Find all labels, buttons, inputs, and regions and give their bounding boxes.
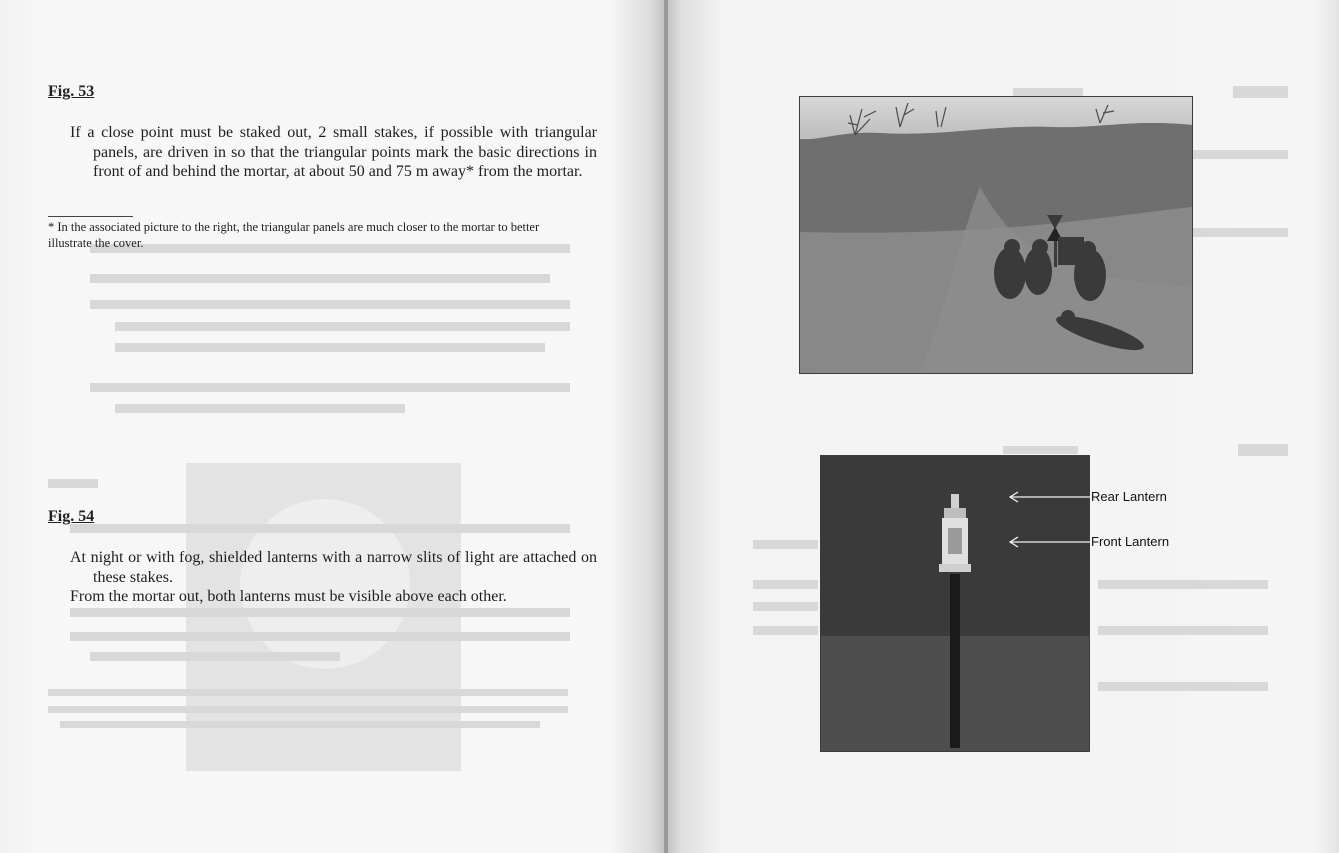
bleed-through-line bbox=[753, 602, 818, 611]
bleed-through-line bbox=[90, 383, 570, 392]
bleed-through-line bbox=[48, 689, 568, 696]
bleed-through-line bbox=[115, 322, 570, 331]
bleed-through-line bbox=[753, 580, 818, 589]
bleed-through-line bbox=[1193, 150, 1288, 159]
bleed-through-line bbox=[1003, 446, 1078, 454]
bleed-through-line bbox=[90, 652, 340, 661]
bleed-through-line bbox=[1233, 86, 1288, 98]
mortar-crew-photo bbox=[799, 96, 1193, 374]
bleed-through-line bbox=[90, 274, 550, 283]
fig-53-paragraph: If a close point must be staked out, 2 small stakes, if possible with triangular panels, are driven in so that the triangular points mark the basic directions in front of and behind the mortar, at about 50 and 75 m away* from the mortar. bbox=[70, 124, 597, 180]
fig-53-title: Fig. 53 bbox=[48, 83, 95, 100]
bleed-through-line bbox=[60, 721, 540, 728]
bleed-through-line bbox=[115, 343, 545, 352]
bleed-through-line bbox=[48, 706, 568, 713]
rear-lantern-label: Rear Lantern bbox=[1091, 489, 1167, 504]
bleed-through-line bbox=[48, 479, 98, 488]
bleed-through-line bbox=[1238, 444, 1288, 456]
bleed-through-line bbox=[70, 632, 570, 641]
fig-53-footnote: * In the associated picture to the right, the triangular panels are much closer to the mortar to better illustrate the cover. bbox=[48, 220, 540, 250]
bleed-through-line bbox=[1098, 580, 1268, 589]
photo-mortar-crew-icon bbox=[800, 97, 1192, 373]
bleed-through-line bbox=[70, 608, 570, 617]
fig-54-title: Fig. 54 bbox=[48, 508, 95, 525]
footnote-rule bbox=[48, 216, 133, 217]
front-lantern-label: Front Lantern bbox=[1091, 534, 1170, 549]
bleed-through-line bbox=[1193, 228, 1288, 237]
fig-54-paragraph-1: At night or with fog, shielded lanterns with a narrow slits of light are attached on these stakes. bbox=[70, 549, 597, 586]
fig-54-paragraph-2: From the mortar out, both lanterns must be visible above each other. bbox=[70, 588, 507, 605]
bleed-through-line bbox=[90, 300, 570, 309]
bleed-through-line bbox=[115, 404, 405, 413]
bleed-through-line bbox=[70, 524, 570, 533]
bleed-through-line bbox=[1098, 682, 1268, 691]
left-page bbox=[0, 0, 664, 853]
lantern-arrows bbox=[1000, 488, 1095, 548]
bleed-through-line bbox=[1098, 626, 1268, 635]
bleed-through-line bbox=[1013, 88, 1083, 96]
bleed-through-line bbox=[753, 626, 818, 635]
bleed-through-line bbox=[753, 540, 818, 549]
